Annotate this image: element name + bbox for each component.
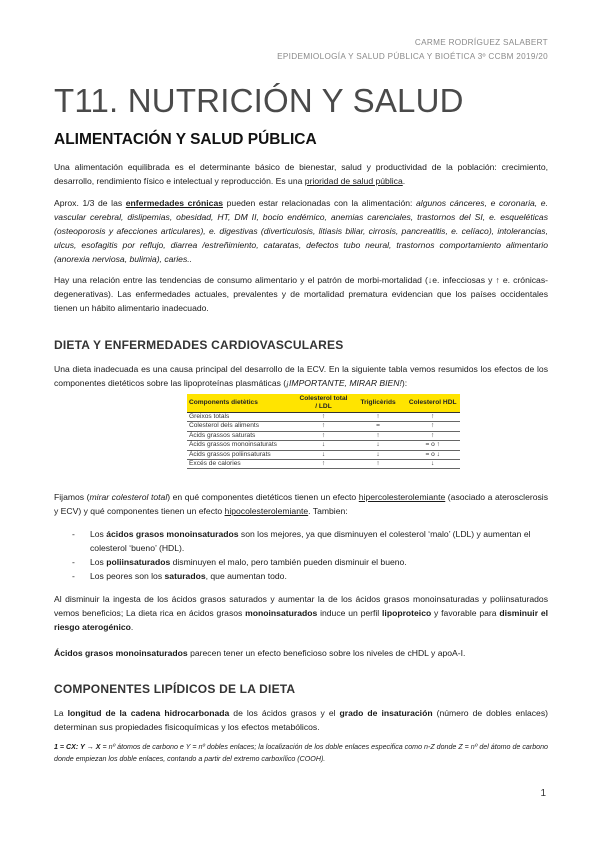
text: son los mejores, ya que disminuyen el colesterol ‘malo’ (LDL) y aumentan el colesterol ‘bueno’ (HDL). — [90, 529, 531, 553]
header-author: CARME RODRÍGUEZ SALABERT — [414, 38, 548, 47]
table-header: Components dietètics — [187, 394, 296, 413]
table-cell: Colesterol dels aliments — [187, 422, 296, 431]
bold-text: poliinsaturados — [106, 557, 171, 567]
italic-note: mirar colesterol total — [89, 492, 168, 502]
table-header: Colesterol HDL — [405, 394, 460, 413]
table-cell: ↑ — [351, 431, 406, 440]
paragraph-intro — [54, 160, 548, 188]
text: = nº átomos de carbono e Y = nº dobles enlaces; la localización de los doble enlaces especifica como n-Z donde Z = nº del átomo de carbono donde empiezan los doble enlaces, contando a partir del extremo carboxílico (COOH). — [54, 743, 548, 763]
important-note: ¡IMPORTANTE, MIRAR BIEN! — [286, 378, 402, 388]
text: Los peores son los — [90, 571, 165, 581]
table-cell: ↑ — [351, 460, 406, 469]
bold-text: longitud de la cadena hidrocarbonada — [67, 708, 230, 718]
disease-list: algunos cánceres, e coronaria, e. vascular cerebral, dislipemias, obesidad, HT, DM II, bocio endémico, anemias carenciales, trastornos del SI, e. esqueléticas (osteoporosis y afecciones articulares), e. digestivas (diverticulosis, litiasis biliar, cirrosis, pancreatitis, e. celíaco), intolerancias, ulcus, esofagitis por reflujo, diarrea /estreñimiento, cataratas, defectos tubo neural, trastornos comportamiento alimentario (anorexia nerviosa, bulimia), caries.. — [54, 198, 548, 264]
list-item: - Los ácidos grasos monoinsaturados son los mejores, ya que disminuyen el colesterol ‘malo’ (LDL) y aumentan el colesterol ‘bueno’ (HDL). — [72, 529, 531, 553]
text: Fijamos ( — [54, 492, 90, 502]
text: , que aumentan todo. — [205, 571, 287, 581]
emphasis-enfermedades-cronicas: enfermedades crónicas — [125, 198, 224, 208]
table-row — [187, 413, 460, 422]
table-cell: ↑ — [351, 413, 406, 422]
bold-text: saturados — [164, 571, 206, 581]
table-header: Colesterol total / LDL — [296, 394, 351, 413]
table-cell: ↑ — [405, 413, 460, 422]
paragraph-dieta-ecv — [54, 362, 548, 390]
table-cell: ↓ — [351, 450, 406, 459]
table-cell: Àcids grassos monoinsaturats — [187, 441, 296, 450]
text: de los ácidos grasos y el — [229, 708, 340, 718]
table-cell: ↓ — [351, 441, 406, 450]
text: (número de dobles enlaces) determinan sus propiedades fisicoquímicas y los efectos metabólicos. — [54, 708, 548, 732]
text: ) en qué componentes dietéticos tienen un efecto — [167, 492, 359, 502]
text: . — [130, 622, 134, 632]
emphasis-prioridad: prioridad de salud pública — [304, 176, 403, 186]
table-row — [187, 422, 460, 431]
paragraph-beneficios — [54, 592, 548, 634]
text: disminuyen el malo, pero también pueden disminuir el bueno. — [170, 557, 407, 567]
table-row — [187, 460, 460, 469]
bold-text: monoinsaturados — [245, 608, 318, 618]
paragraph-cadena — [54, 706, 548, 734]
table-row — [187, 441, 460, 450]
table-header-row — [187, 394, 460, 413]
paragraph-monoinsaturados — [54, 646, 548, 660]
section-heading-dieta-ecv: DIETA Y ENFERMEDADES CARDIOVASCULARES — [54, 338, 344, 352]
lipoprotein-effects-table — [187, 394, 460, 469]
bold-text: grado de insaturación — [339, 708, 433, 718]
text: pueden estar relacionadas con la alimentación: — [223, 198, 416, 208]
fatty-acid-list — [74, 527, 548, 583]
table-cell: ↓ — [405, 460, 460, 469]
emphasis-hipocolesterolemiante: hipocolesterolemiante — [224, 506, 309, 516]
text: Una alimentación equilibrada es el determinante básico de bienestar, salud y productividad de la población: crecimiento, desarrollo, rendimiento físico e intelectual y reproducción. Es una — [54, 162, 548, 186]
text: Los — [90, 557, 107, 567]
text: (asociado a aterosclerosis y ECV) y qué componentes tienen un efecto — [54, 492, 548, 516]
table-cell: Excés de calories — [187, 460, 296, 469]
table-cell: Àcids grassos saturats — [187, 431, 296, 440]
page-number: 1 — [540, 788, 546, 799]
table-row — [187, 431, 460, 440]
text: . — [402, 176, 406, 186]
text: y favorable para — [431, 608, 500, 618]
section-heading-alimentacion: ALIMENTACIÓN Y SALUD PÚBLICA — [54, 131, 317, 148]
table-cell: Greixos totals — [187, 413, 296, 422]
text: ): — [401, 378, 408, 388]
section-heading-componentes-lipidicos: COMPONENTES LIPÍDICOS DE LA DIETA — [54, 682, 296, 696]
list-item: - Los peores son los saturados, que aumentan todo. — [72, 571, 287, 581]
bold-text: Ácidos grasos monoinsaturados — [54, 648, 188, 658]
table-cell: ↓ — [296, 441, 351, 450]
table-cell: ↑ — [296, 413, 351, 422]
bold-text: 1 = CX: Y → X — [54, 743, 101, 751]
paragraph-tendencias: Hay una relación entre las tendencias de consumo alimentario y el patrón de morbi-mortalidad (↓e. infecciosas y ↑ e. crónicas-degenerativas). Las enfermedades actuales, prevalentes y de mortalidad prematura evidencian que los países occidentales tienen un hábito alimentario inadecuado. — [54, 275, 548, 313]
text: . Tambien: — [308, 506, 348, 516]
text: Aprox. 1/3 de las — [54, 198, 126, 208]
bold-text: ácidos grasos monoinsaturados — [106, 529, 239, 539]
table-cell: ↑ — [296, 431, 351, 440]
page-title: T11. NUTRICIÓN Y SALUD — [54, 82, 464, 119]
text: Los — [90, 529, 107, 539]
table-cell: = o ↓ — [405, 450, 460, 459]
text: Una dieta inadecuada es una causa principal del desarrollo de la ECV. En la siguiente tabla vemos resumidos los efectos de los componentes dietéticos sobre las lipoproteínas plasmáticas ( — [54, 364, 548, 388]
table-cell: ↑ — [296, 460, 351, 469]
list-item: - Los poliinsaturados disminuyen el malo, pero también pueden disminuir el bueno. — [72, 557, 407, 567]
table-cell: = o ↑ — [405, 441, 460, 450]
bold-text: lipoproteico — [382, 608, 432, 618]
text: parecen tener un efecto beneficioso sobre los niveles de cHDL y apoA-I. — [187, 648, 466, 658]
paragraph-colesterol-total — [54, 490, 548, 518]
table-cell: ↑ — [405, 422, 460, 431]
table-cell: ↑ — [405, 431, 460, 440]
table-cell: ↑ — [296, 422, 351, 431]
table-row — [187, 450, 460, 459]
emphasis-hipercolesterolemiante: hipercolesterolemiante — [358, 492, 446, 502]
table-cell: ↓ — [296, 450, 351, 459]
table-cell: = — [351, 422, 406, 431]
text: Al disminuir la ingesta de los ácidos grasos saturados y aumentar la de los ácidos grasos monoinsaturadas y poliinsaturados vemos beneficios; La dieta rica en ácidos grasos — [54, 594, 548, 618]
table-header: Triglicèrids — [351, 394, 406, 413]
text: induce un perfil — [317, 608, 383, 618]
table-cell: Àcids grassos poliinsaturats — [187, 450, 296, 459]
text: La — [54, 708, 68, 718]
bold-text: disminuir el riesgo aterogénico — [54, 608, 549, 632]
paragraph-enfermedades — [54, 196, 548, 266]
footnote-nomenclature — [54, 742, 548, 765]
header-course: EPIDEMIOLOGÍA Y SALUD PÚBLICA Y BIOÉTICA 3º CCBM 2019/20 — [277, 52, 548, 61]
